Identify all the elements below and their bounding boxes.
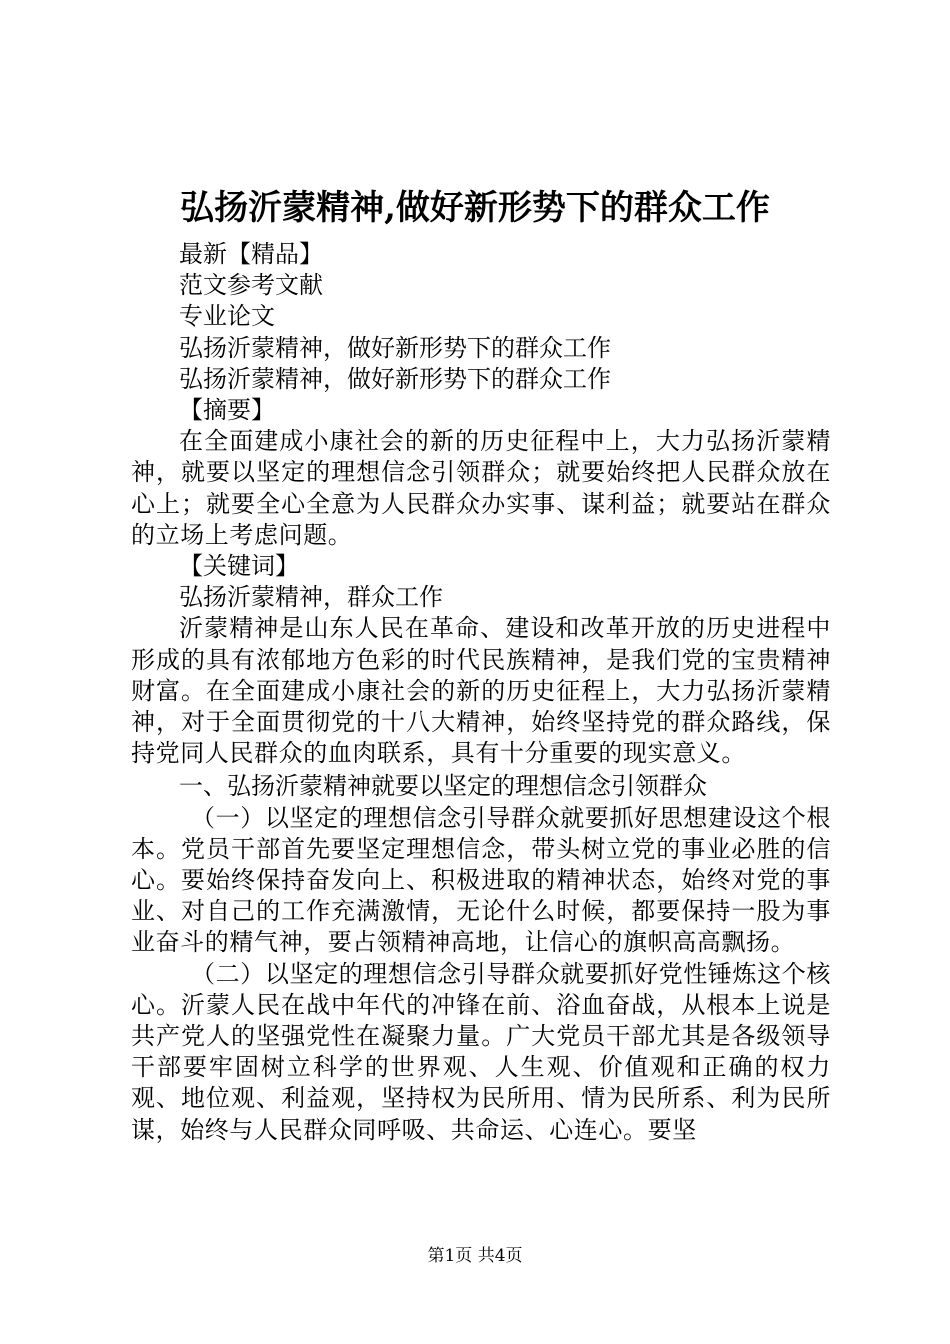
section-paragraph-1: （一）以坚定的理想信念引导群众就要抓好思想建设这个根本。党员干部首先要坚定理想信念，带头树立党的事业必胜的信心。要始终保持奋发向上、积极进取的精神状态，始终对党的事业、对自己的工作充满激情，无论什么时候，都要保持一股为事业奋斗的精气神，要占领精神高地，让信心的旗帜高高飘扬。: [131, 803, 831, 957]
header-line-2: 范文参考文献: [179, 271, 323, 300]
intro-paragraph: 沂蒙精神是山东人民在革命、建设和改革开放的历史进程中形成的具有浓郁地方色彩的时代民族精神，是我们党的宝贵精神财富。在全面建成小康社会的新的历史征程上，大力弘扬沂蒙精神，对于全面贯彻党的十八大精神，始终坚持党的群众路线，保持党同人民群众的血肉联系，具有十分重要的现实意义。: [131, 614, 831, 768]
keywords-label: 【关键词】: [179, 551, 299, 580]
header-line-5: 弘扬沂蒙精神，做好新形势下的群众工作: [179, 364, 611, 393]
header-line-4: 弘扬沂蒙精神，做好新形势下的群众工作: [179, 333, 611, 362]
header-line-1: 最新【精品】: [179, 240, 323, 268]
section-paragraph-2: （二）以坚定的理想信念引导群众就要抓好党性锤炼这个核心。沂蒙人民在战中年代的冲锋在前、浴血奋战，从根本上说是共产党人的坚强党性在凝聚力量。广大党员干部尤其是各级领导干部要牢固树立科学的世界观、人生观、价值观和正确的权力观、地位观、利益观，坚持权为民所用、情为民所系、利为民所谋，始终与人民群众同呼吸、共命运、心连心。要坚: [131, 959, 831, 1144]
abstract-text: 在全面建成小康社会的新的历史征程中上，大力弘扬沂蒙精神，就要以坚定的理想信念引领群众；就要始终把人民群众放在心上；就要全心全意为人民群众办实事、谋利益；就要站在群众的立场上考虑问题。: [131, 427, 831, 549]
document-body: [131, 239, 831, 1146]
page-number-footer: 第1页 共4页: [427, 1246, 523, 1266]
document-title: 弘扬沂蒙精神,做好新形势下的群众工作: [180, 188, 770, 228]
header-line-3: 专业论文: [179, 302, 275, 331]
abstract-label: 【摘要】: [179, 395, 275, 424]
keywords-text: 弘扬沂蒙精神，群众工作: [179, 583, 443, 612]
section-heading: 一、弘扬沂蒙精神就要以坚定的理想信念引领群众: [179, 772, 707, 801]
